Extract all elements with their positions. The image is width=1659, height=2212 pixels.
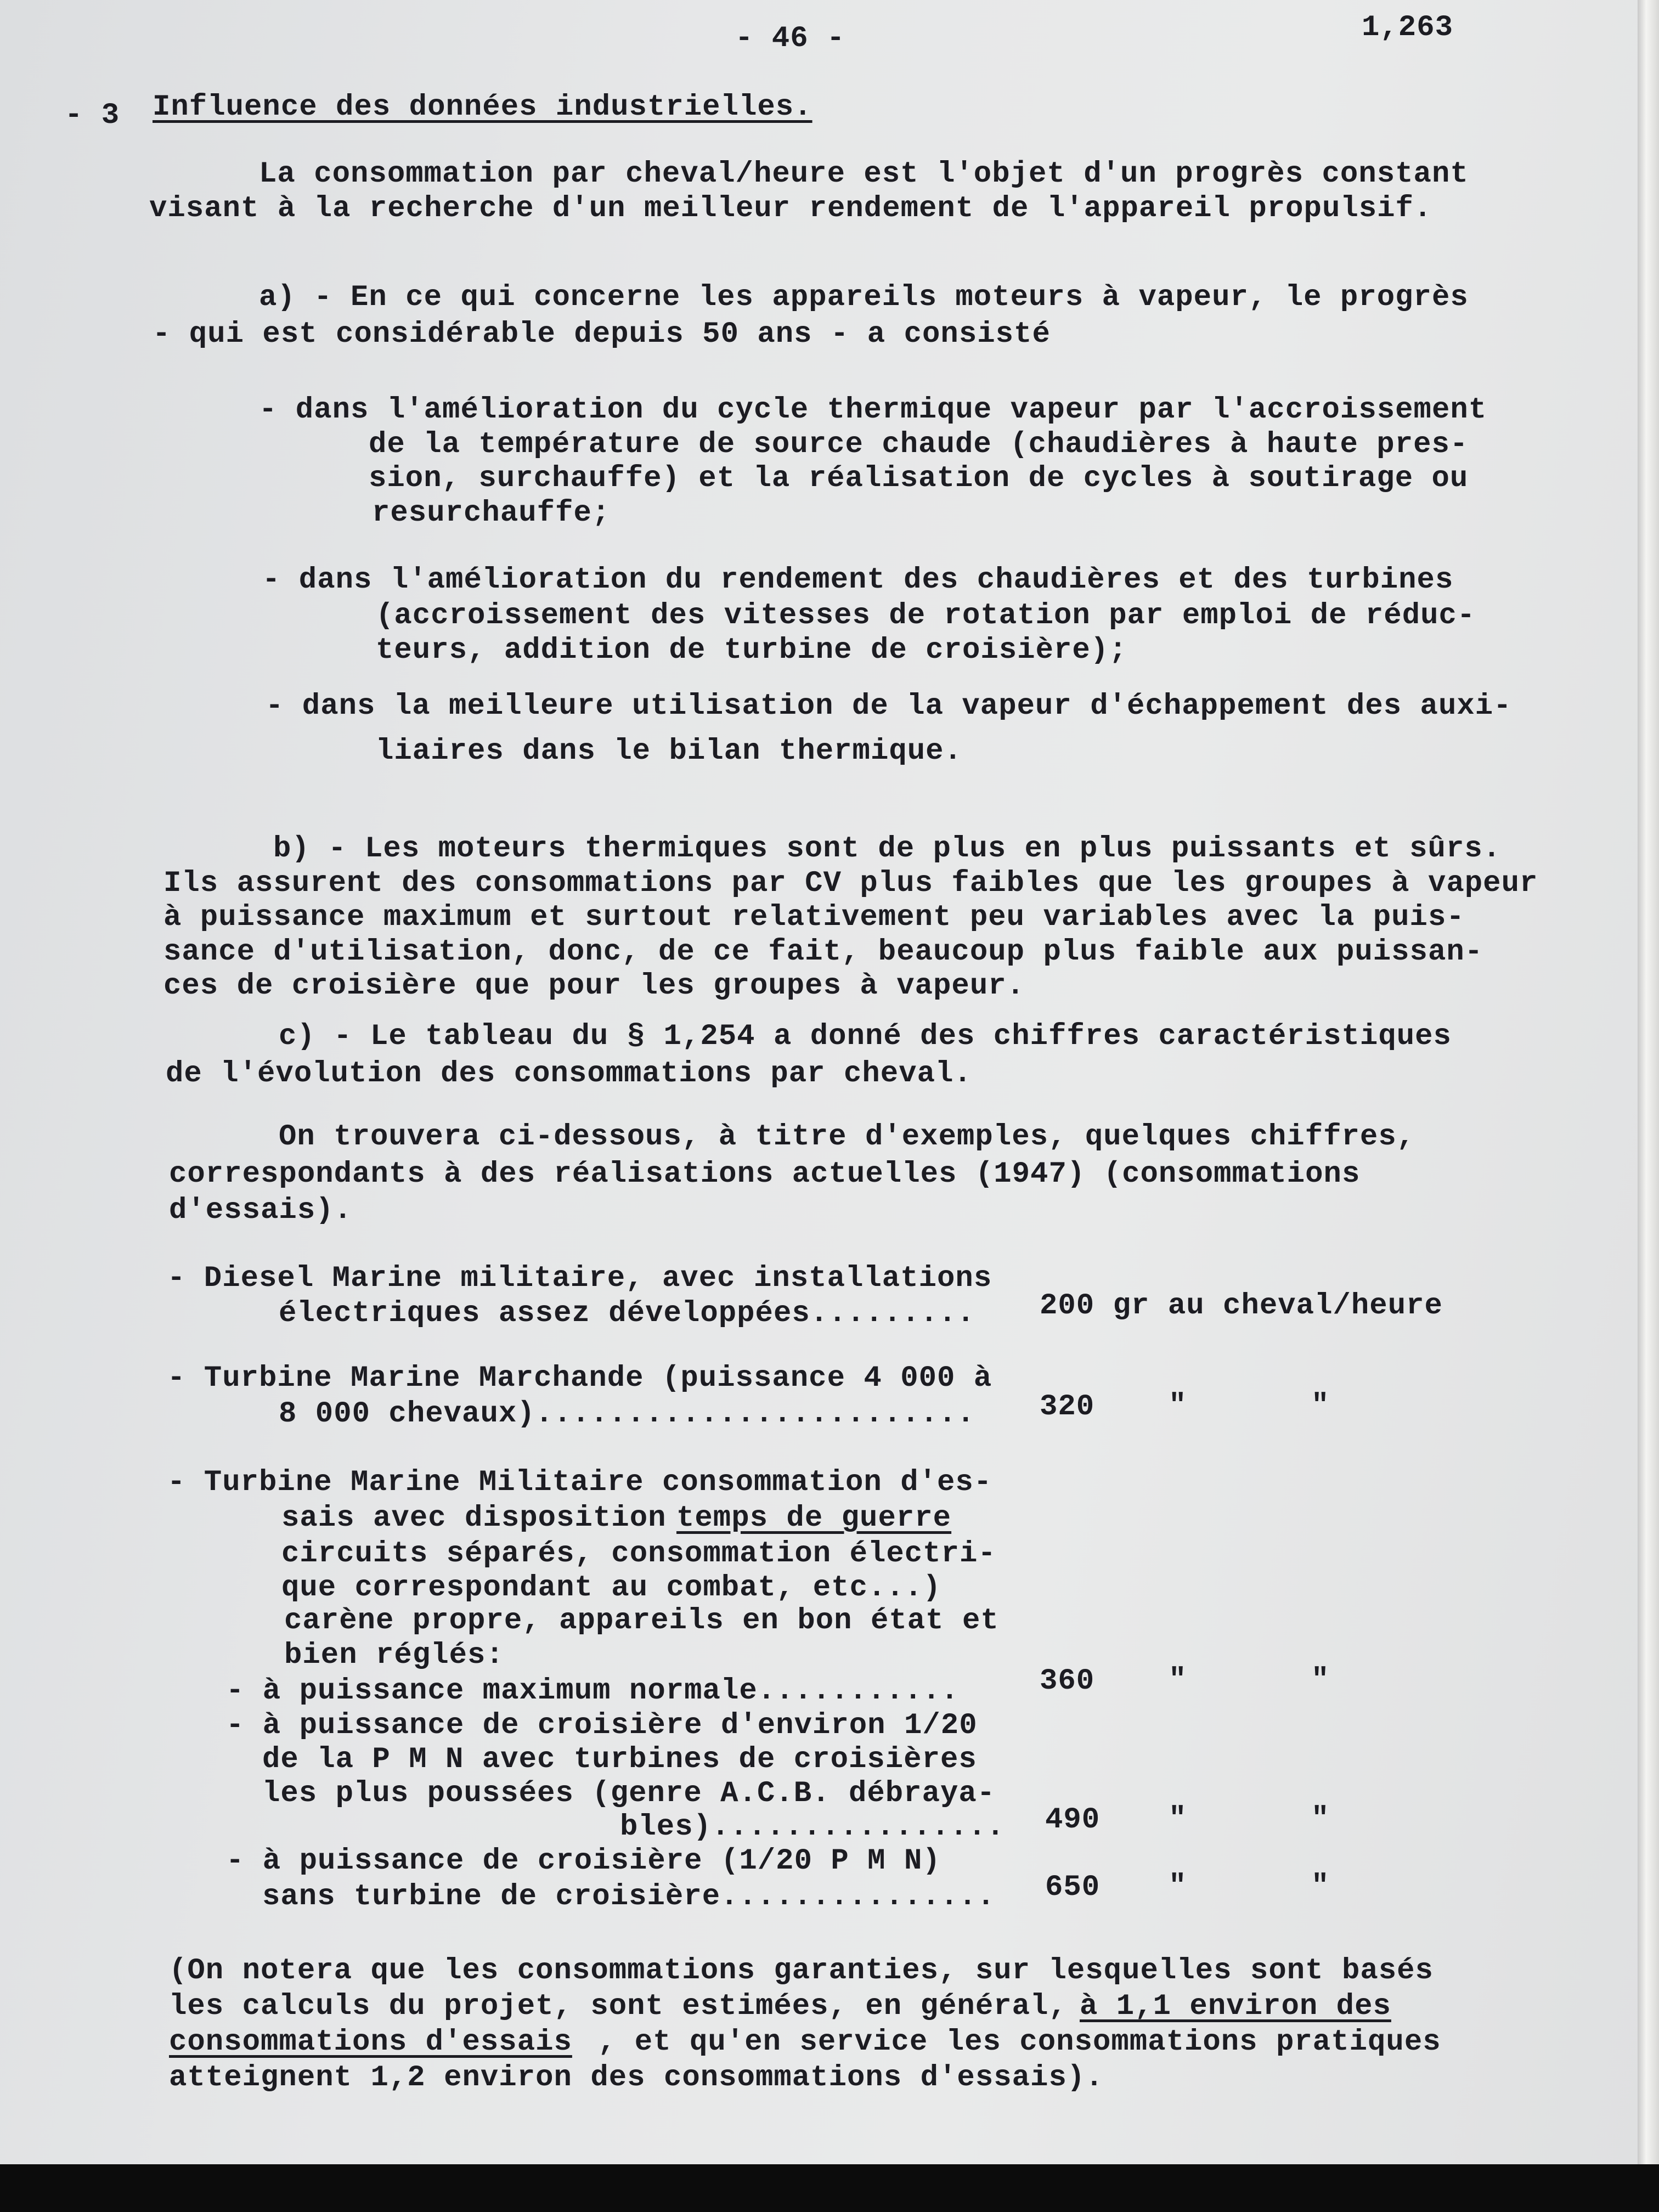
- table-subrow-label: bles)................: [620, 1810, 1005, 1844]
- table-subrow-label: - à puissance maximum normale...........: [226, 1674, 960, 1708]
- para-a-item-line: teurs, addition de turbine de croisière);: [376, 634, 1127, 667]
- section-number: - 3: [65, 99, 120, 132]
- para-b-line: ces de croisière que pour les groupes à vapeur.: [163, 969, 1025, 1003]
- para-a-line: a) - En ce qui concerne les appareils moteurs à vapeur, le progrès: [259, 281, 1469, 314]
- para-d-line: d'essais).: [169, 1194, 353, 1227]
- para-a-item-line: resurchauffe;: [372, 496, 611, 530]
- table-row-label: temps de guerre: [676, 1502, 952, 1535]
- ditto-mark: ": [1311, 1663, 1330, 1697]
- table-row-label: - Turbine Marine Marchande (puissance 4 000 à: [167, 1362, 992, 1395]
- table-row-label: - Turbine Marine Militaire consommation d'es-: [167, 1466, 992, 1499]
- background-bar: [0, 2164, 1659, 2212]
- page-edge: [1638, 0, 1659, 2164]
- para-c-line: de l'évolution des consommations par cheval.: [166, 1057, 972, 1091]
- table-subrow-label: de la P M N avec turbines de croisières: [262, 1743, 977, 1776]
- intro-line: La consommation par cheval/heure est l'objet d'un progrès constant: [259, 157, 1469, 191]
- ditto-mark: ": [1311, 1870, 1330, 1903]
- para-c-line: c) - Le tableau du § 1,254 a donné des chiffres caractéristiques: [279, 1020, 1452, 1053]
- table-row-value: 200 gr au cheval/heure: [1040, 1289, 1443, 1323]
- para-b-line: sance d'utilisation, donc, de ce fait, beaucoup plus faible aux puissan-: [163, 935, 1483, 969]
- note-emphasis: consommations d'essais: [169, 2025, 572, 2059]
- ditto-mark: ": [1169, 1389, 1187, 1423]
- table-row-label: électriques assez développées.........: [279, 1297, 975, 1330]
- para-a-item-line: - dans la meilleure utilisation de la vapeur d'échappement des auxi-: [266, 690, 1512, 723]
- ditto-mark: ": [1169, 1663, 1187, 1697]
- section-title: Influence des données industrielles.: [153, 91, 812, 124]
- table-subrow-label: - à puissance de croisière (1/20 P M N): [226, 1844, 941, 1878]
- ditto-mark: ": [1311, 1389, 1330, 1423]
- ditto-mark: ": [1169, 1870, 1187, 1903]
- ditto-mark: ": [1311, 1802, 1330, 1836]
- para-a-line: - qui est considérable depuis 50 ans - a consisté: [153, 318, 1051, 351]
- table-row-value: 320: [1040, 1390, 1095, 1424]
- para-a-item-line: sion, surchauffe) et la réalisation de cycles à soutirage ou: [369, 462, 1469, 495]
- para-a-item-line: liaires dans le bilan thermique.: [376, 735, 962, 768]
- table-subrow-label: les plus poussées (genre A.C.B. débraya-: [262, 1777, 996, 1810]
- note-line: atteignent 1,2 environ des consommations d'essais).: [169, 2061, 1104, 2095]
- para-a-item-line: - dans l'amélioration du cycle thermique vapeur par l'accroissement: [259, 393, 1487, 427]
- table-row-label: carène propre, appareils en bon état et: [284, 1604, 999, 1638]
- table-row-value: 490: [1045, 1803, 1101, 1837]
- table-row-value: 360: [1040, 1664, 1095, 1698]
- table-row-label: 8 000 chevaux)........................: [279, 1397, 975, 1431]
- ditto-mark: ": [1169, 1802, 1187, 1836]
- table-subrow-label: sans turbine de croisière...............: [262, 1880, 996, 1914]
- intro-line: visant à la recherche d'un meilleur rendement de l'appareil propulsif.: [149, 192, 1432, 225]
- table-row-label: que correspondant au combat, etc...): [281, 1571, 941, 1605]
- para-d-line: correspondants à des réalisations actuelles (1947) (consommations: [169, 1158, 1361, 1191]
- note-emphasis: à 1,1 environ des: [1080, 1990, 1391, 2023]
- para-a-item-line: de la température de source chaude (chaudières à haute pres-: [369, 428, 1469, 461]
- table-row-label: circuits séparés, consommation électri-: [281, 1537, 996, 1571]
- note-line: les calculs du projet, sont estimées, en général,: [169, 1990, 1067, 2023]
- para-a-item-line: (accroissement des vitesses de rotation par emploi de réduc-: [376, 599, 1476, 633]
- section-reference: 1,263: [1362, 11, 1454, 44]
- table-subrow-label: - à puissance de croisière d'environ 1/20: [226, 1709, 978, 1742]
- table-row-label: bien réglés:: [284, 1639, 504, 1672]
- table-row-label: sais avec disposition: [281, 1502, 667, 1535]
- para-a-item-line: - dans l'amélioration du rendement des chaudières et des turbines: [262, 563, 1454, 597]
- note-line: (On notera que les consommations garanties, sur lesquelles sont basés: [169, 1954, 1434, 1988]
- table-row-value: 650: [1045, 1871, 1101, 1904]
- table-row-label: - Diesel Marine militaire, avec installations: [167, 1262, 992, 1295]
- para-d-line: On trouvera ci-dessous, à titre d'exemples, quelques chiffres,: [279, 1120, 1415, 1154]
- para-b-line: Ils assurent des consommations par CV plus faibles que les groupes à vapeur: [163, 867, 1538, 900]
- note-line: , et qu'en service les consommations pratiques: [598, 2025, 1441, 2059]
- page-number: - 46 -: [735, 22, 845, 55]
- para-b-line: à puissance maximum et surtout relativement peu variables avec la puis-: [163, 901, 1465, 934]
- para-b-line: b) - Les moteurs thermiques sont de plus en plus puissants et sûrs.: [273, 832, 1502, 866]
